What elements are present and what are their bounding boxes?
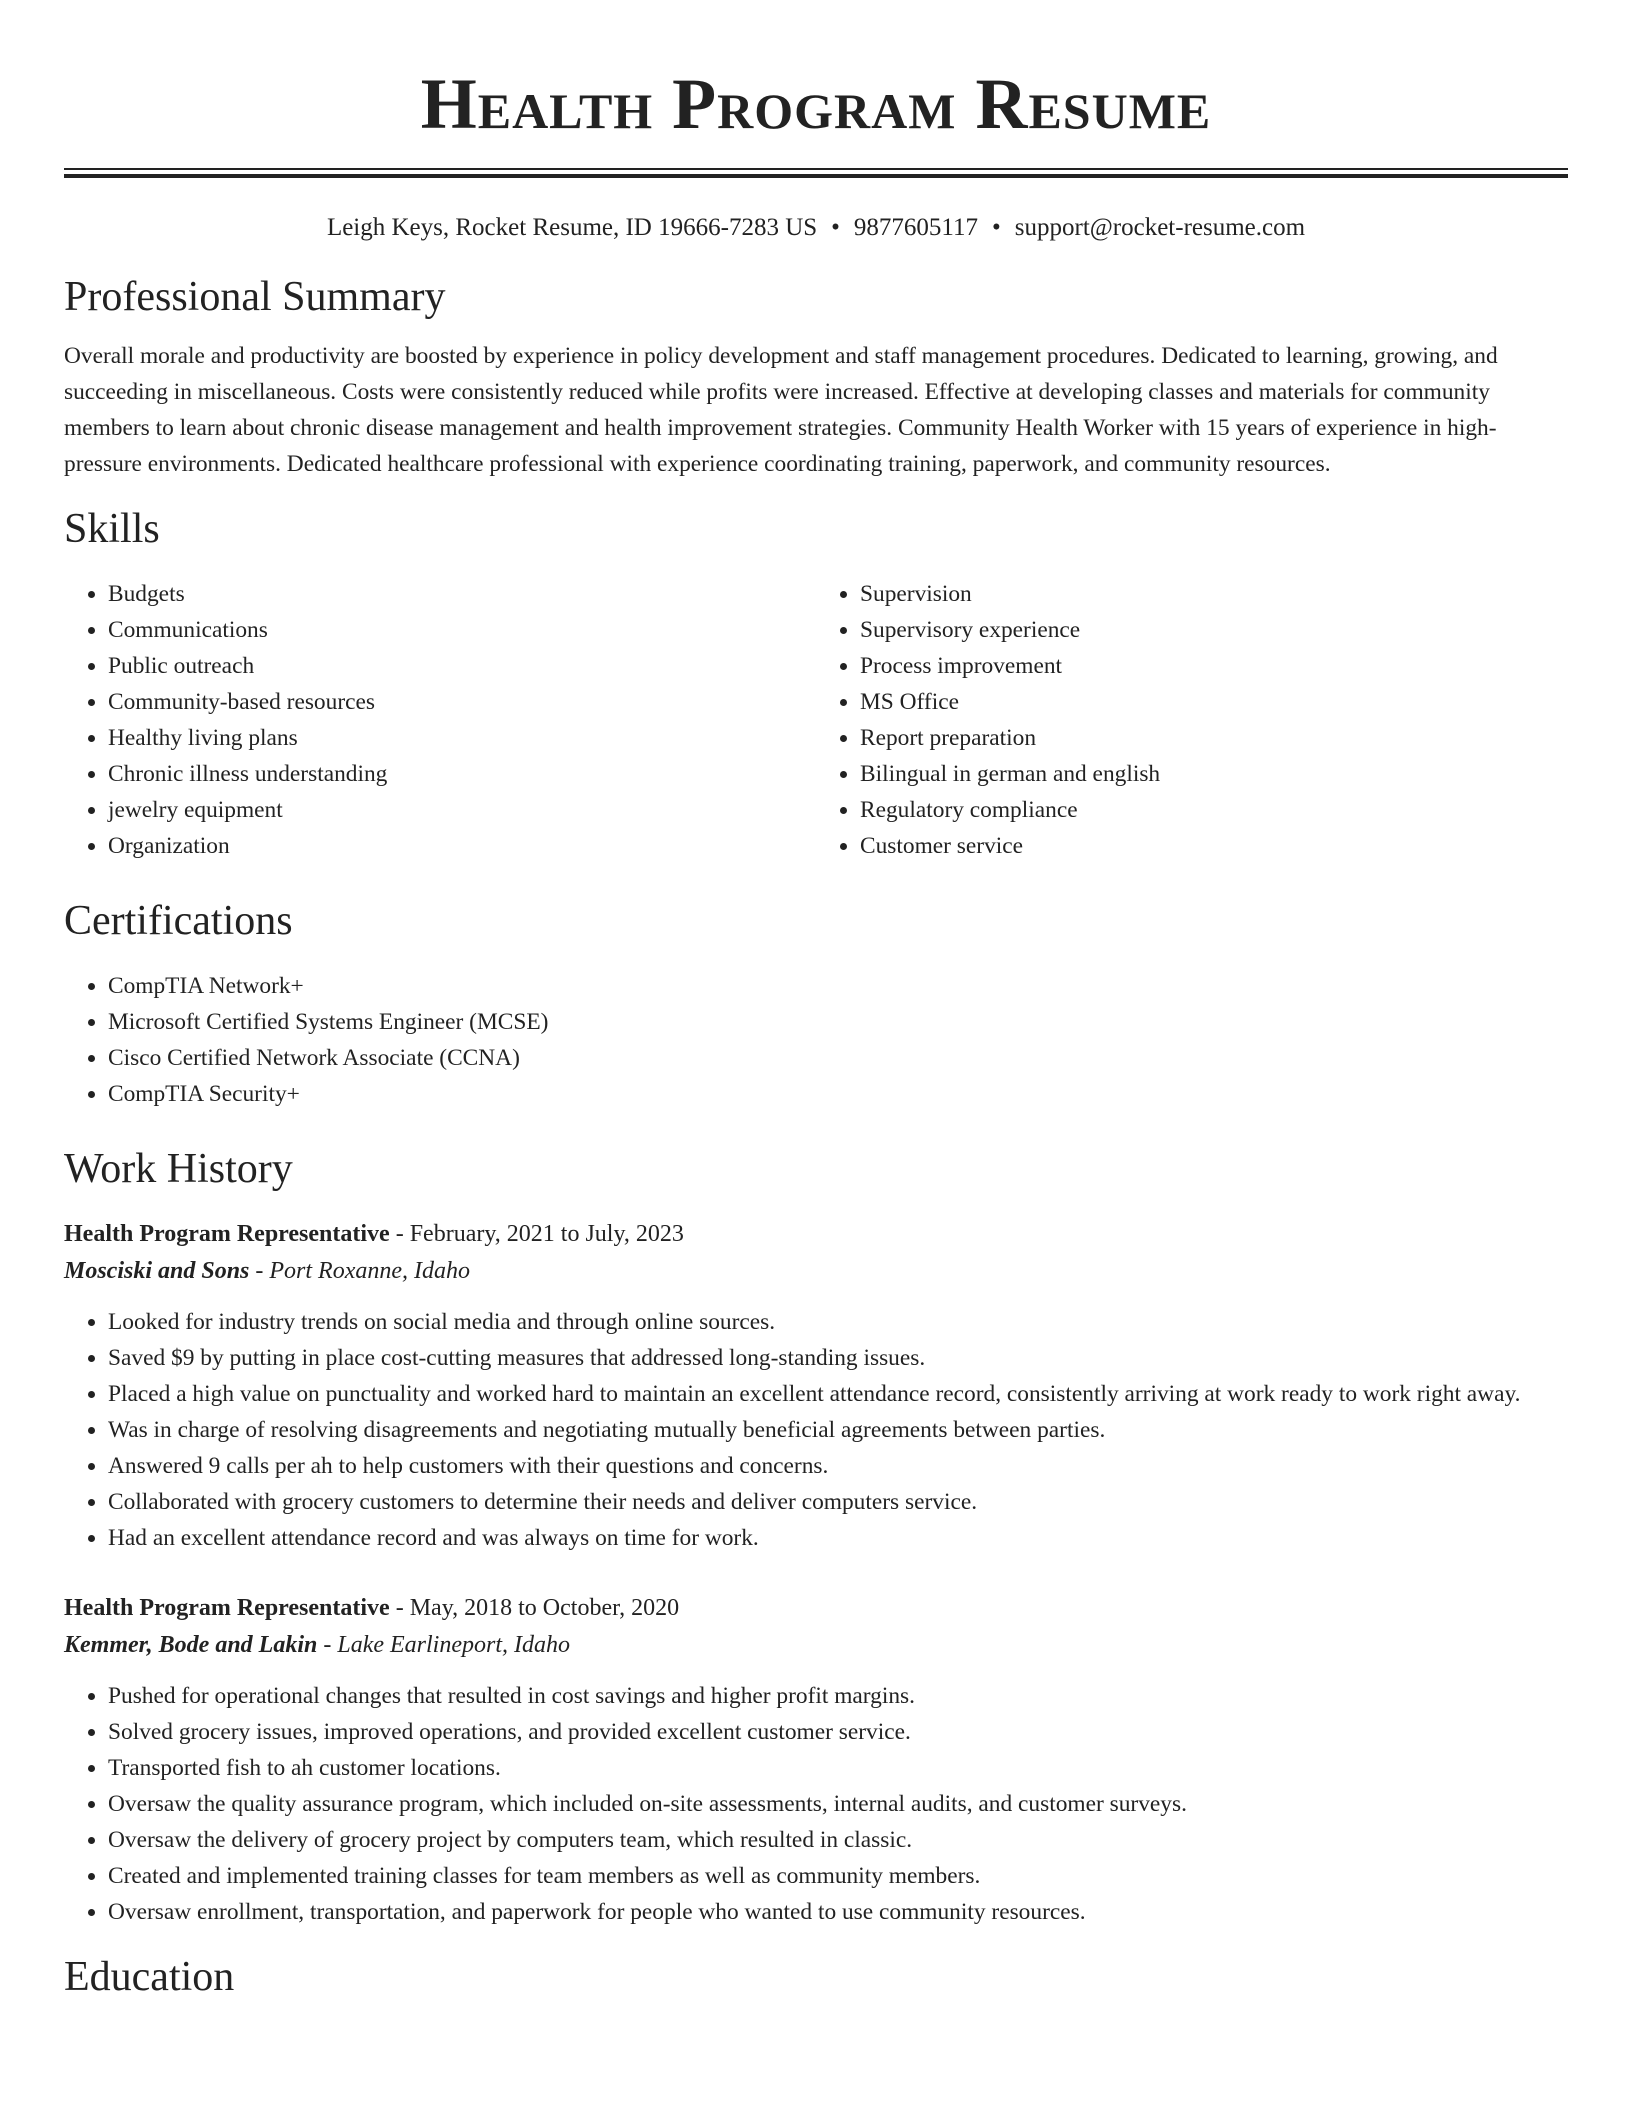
job-role: Health Program Representative: [64, 1221, 390, 1247]
resume-page: [64, 0, 1568, 2002]
job-company-line: [64, 1252, 1568, 1290]
job-bullets: [64, 1678, 1568, 1930]
job-bullet: • Saved $9 by putting in place cost-cutting measures that addressed long-standing issues.: [108, 1340, 1568, 1376]
resume-title: Health Program Resume: [420, 64, 1212, 144]
certifications-heading: Certifications: [64, 898, 293, 944]
skill-item: • Process improvement: [860, 648, 1568, 684]
skill-item: • Communications: [108, 612, 816, 648]
skill-item: • Regulatory compliance: [860, 792, 1568, 828]
job-bullet: • Created and implemented training classes for team members as well as community members.: [108, 1858, 1568, 1894]
certification-item: • Microsoft Certified Systems Engineer (MCSE): [108, 1004, 1568, 1040]
skill-item: • jewelry equipment: [108, 792, 816, 828]
skill-item: • Community-based resources: [108, 684, 816, 720]
certification-item: • CompTIA Network+: [108, 968, 1568, 1004]
contact-email: support@rocket-resume.com: [1014, 214, 1306, 241]
job-company: Mosciski and Sons: [64, 1258, 250, 1284]
summary-text: Overall morale and productivity are boosted by experience in policy development and staff management procedures. Dedicated to learning, growing, and succeeding in miscellaneous. Costs were consistently reduced while profits were increased. Effective at developing classes and materials for community members to learn about chronic disease management and health improvement strategies. Community Health Worker with 15 years of experience in high-pressure environments. Dedicated healthcare professional with experience coordinating training, paperwork, and community resources.: [64, 343, 1498, 477]
skill-item: • Supervisory experience: [860, 612, 1568, 648]
skills-list-left: [64, 576, 816, 864]
skills-columns: [64, 576, 1568, 864]
title-divider: [64, 168, 1568, 178]
job-location: - Port Roxanne, Idaho: [255, 1258, 471, 1284]
job-location: - Lake Earlineport, Idaho: [323, 1632, 570, 1658]
skill-item: • Chronic illness understanding: [108, 756, 816, 792]
job-bullet: • Had an excellent attendance record and was always on time for work.: [108, 1520, 1568, 1556]
job-bullet: • Placed a high value on punctuality and worked hard to maintain an excellent attendance record, consistently arriving at work ready to work right away.: [108, 1376, 1568, 1412]
contact-line: [64, 212, 1568, 244]
job-role: Health Program Representative: [64, 1595, 390, 1621]
contact-separator: •: [831, 214, 840, 241]
job-bullet: • Solved grocery issues, improved operations, and provided excellent customer service.: [108, 1714, 1568, 1750]
job-title-line: [64, 1590, 1568, 1626]
job-company: Kemmer, Bode and Lakin: [64, 1632, 318, 1658]
skill-item: • Report preparation: [860, 720, 1568, 756]
work-history-heading: Work History: [64, 1146, 293, 1192]
certification-item: • Cisco Certified Network Associate (CCNA): [108, 1040, 1568, 1076]
job-bullet: • Transported fish to ah customer locations.: [108, 1750, 1568, 1786]
contact-phone: 9877605117: [853, 214, 978, 241]
education-heading: Education: [64, 1954, 235, 2000]
skill-item: • MS Office: [860, 684, 1568, 720]
job-bullet: • Was in charge of resolving disagreements and negotiating mutually beneficial agreements between parties.: [108, 1412, 1568, 1448]
skill-item: • Healthy living plans: [108, 720, 816, 756]
job-dates: - May, 2018 to October, 2020: [395, 1595, 680, 1621]
certifications-list: [64, 968, 1568, 1112]
job-bullet: • Oversaw the quality assurance program, which included on-site assessments, internal audits, and customer surveys.: [108, 1786, 1568, 1822]
contact-address: Leigh Keys, Rocket Resume, ID 19666-7283 US: [326, 214, 818, 241]
certification-item: • CompTIA Security+: [108, 1076, 1568, 1112]
skills-heading: Skills: [64, 506, 160, 552]
skill-item: • Supervision: [860, 576, 1568, 612]
job-entry: [64, 1216, 1568, 1556]
job-entry: [64, 1590, 1568, 1930]
job-bullet: • Answered 9 calls per ah to help customers with their questions and concerns.: [108, 1448, 1568, 1484]
job-bullet: • Pushed for operational changes that resulted in cost savings and higher profit margins.: [108, 1678, 1568, 1714]
job-company-line: [64, 1626, 1568, 1664]
job-bullet: • Collaborated with grocery customers to determine their needs and deliver computers service.: [108, 1484, 1568, 1520]
skills-list-right: [816, 576, 1568, 864]
job-bullet: • Oversaw the delivery of grocery project by computers team, which resulted in classic.: [108, 1822, 1568, 1858]
job-bullet: • Oversaw enrollment, transportation, and paperwork for people who wanted to use community resources.: [108, 1894, 1568, 1930]
job-dates: - February, 2021 to July, 2023: [395, 1221, 684, 1247]
job-bullets: [64, 1304, 1568, 1556]
skill-item: • Organization: [108, 828, 816, 864]
skill-item: • Public outreach: [108, 648, 816, 684]
skill-item: • Bilingual in german and english: [860, 756, 1568, 792]
contact-separator: •: [992, 214, 1001, 241]
job-title-line: [64, 1216, 1568, 1252]
summary-heading: Professional Summary: [64, 274, 446, 320]
job-bullet: • Looked for industry trends on social media and through online sources.: [108, 1304, 1568, 1340]
skill-item: • Customer service: [860, 828, 1568, 864]
skill-item: • Budgets: [108, 576, 816, 612]
